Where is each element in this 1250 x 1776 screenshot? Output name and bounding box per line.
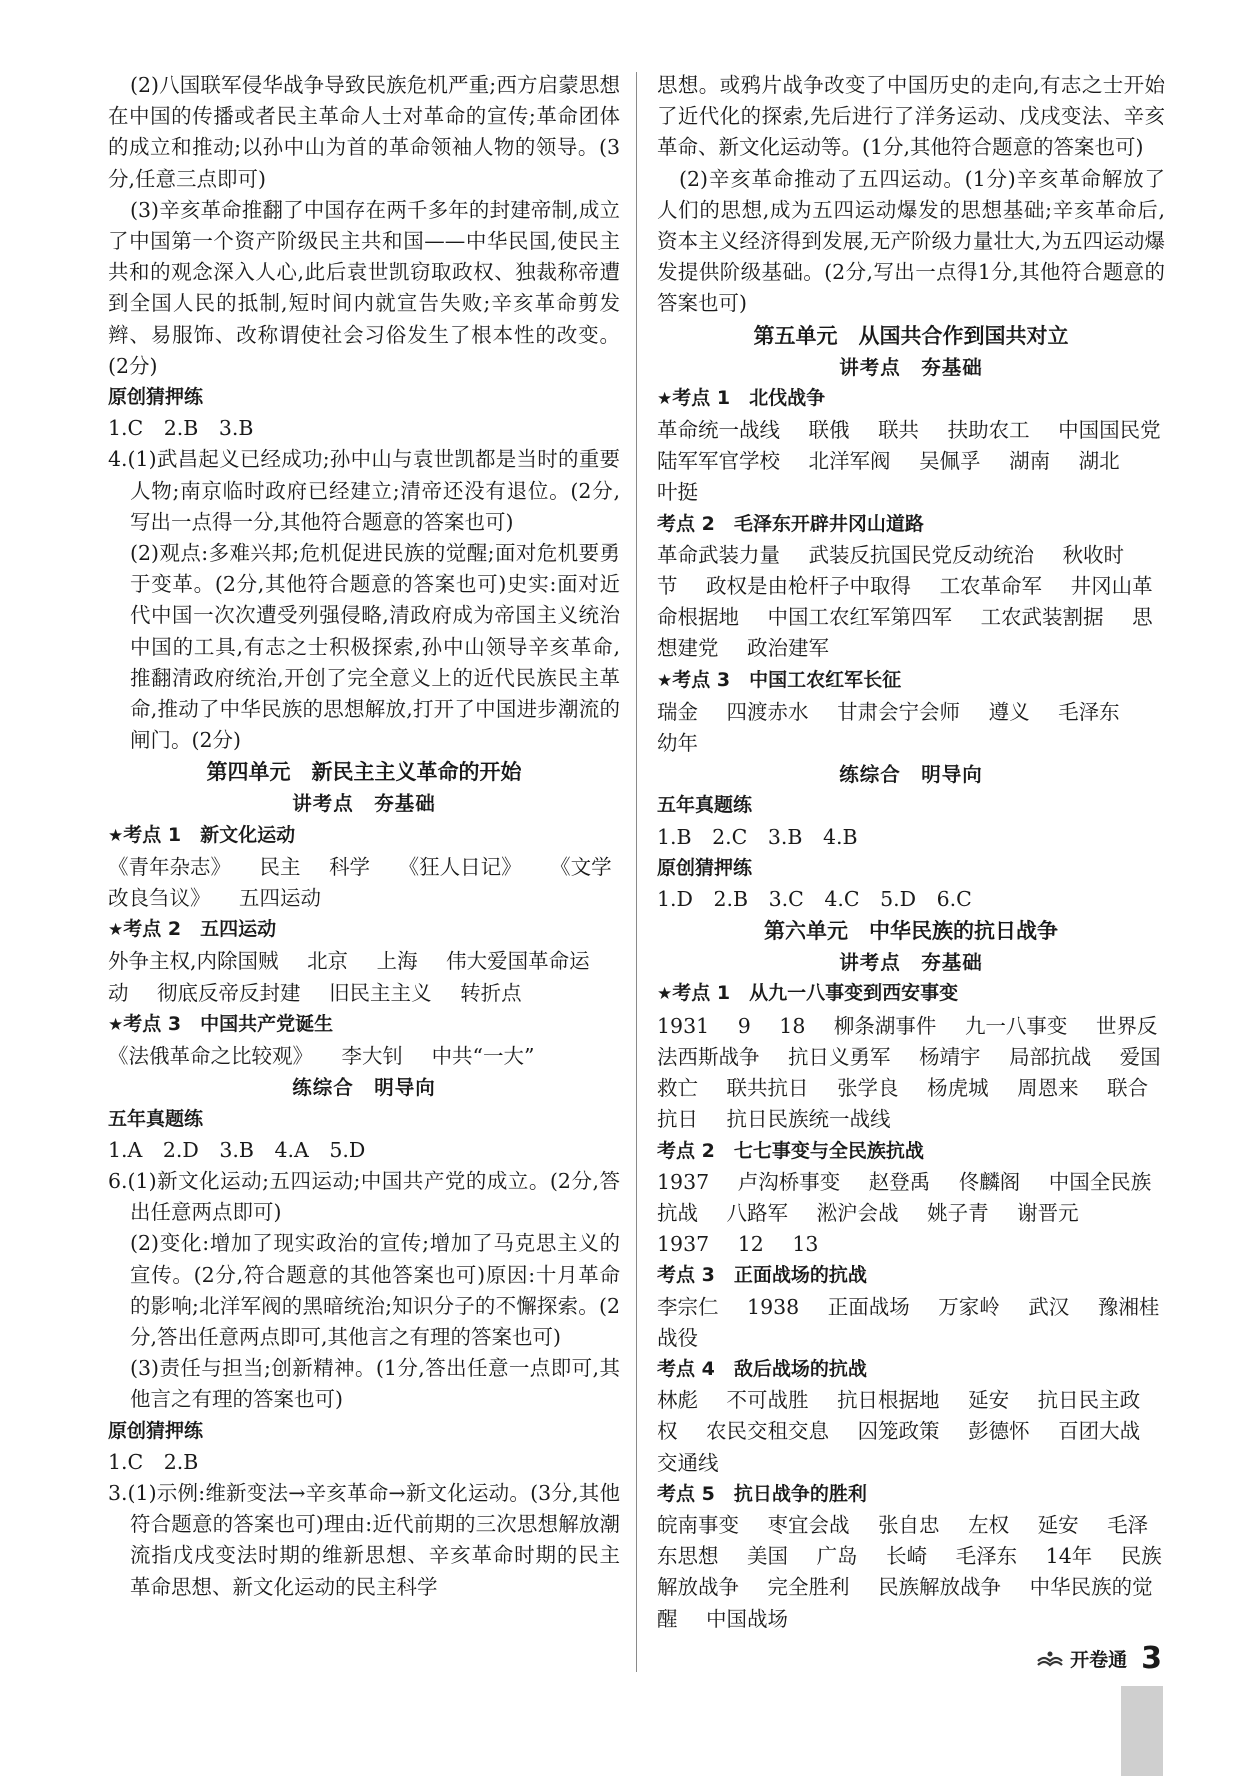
section-label: 原创猜押练 [108, 386, 204, 409]
key-term: 谢晋元 [1017, 1200, 1079, 1225]
answer-line: 1.C 2.B [108, 1449, 199, 1474]
answer-paragraph: (3)辛亥革命推翻了中国存在两千多年的封建帝制,成立了中国第一个资产阶级民主共和国——中华民国,使民主共和的观念深入人心,此后袁世凯窃取政权、独裁称帝遭到全国人民的抵制,短时间内就宣告失败;辛亥革命剪发辫、易服饰、改称谓使社会习俗发生了根本性的改变。(2分) [108, 197, 620, 378]
unit-title: 第四单元 新民主主义革命的开始 [206, 760, 522, 785]
key-point-terms [108, 946, 620, 1008]
key-term: 工农革命军 [939, 574, 1043, 599]
key-term: 瑞金 [657, 699, 698, 724]
key-term: 农民交租交息 [706, 1419, 830, 1444]
key-term: 柳条湖事件 [833, 1013, 937, 1038]
key-point-terms [657, 1385, 1165, 1479]
edge-tab [1121, 1686, 1163, 1776]
key-point-label: ★考点 2 五四运动 [108, 918, 277, 941]
key-term: 九一八事变 [964, 1013, 1068, 1038]
key-term: 革命武装力量 [657, 542, 780, 567]
key-term: 《青年杂志》 [108, 854, 231, 879]
key-term: 完全胜利 [767, 1575, 850, 1600]
answer-line: 1.C 2.B 3.B [108, 416, 254, 441]
key-term: 12 [737, 1232, 764, 1257]
key-term: 万家岭 [938, 1294, 1000, 1319]
section-label: 五年真题练 [657, 794, 753, 817]
key-term: 五四运动 [239, 886, 322, 911]
key-term: 张学良 [837, 1076, 899, 1101]
answer-paragraph: (2)辛亥革命推动了五四运动。(1分)辛亥革命解放了人们的思想,成为五四运动爆发的思想基础;辛亥革命后,资本主义经济得到发展,无产阶级力量壮大,为五四运动爆发提供阶级基础。(2分,写出一点得1分,其他符合题意的答案也可) [657, 166, 1165, 316]
key-term: 14年 [1045, 1544, 1093, 1569]
key-term: 林彪 [657, 1388, 698, 1413]
section-subtitle: 讲考点 夯基础 [839, 951, 983, 975]
key-term: 外争主权,内除国贼 [108, 949, 279, 974]
key-term: 政权是由枪杆子中取得 [706, 574, 912, 599]
key-term: 彻底反帝反封建 [157, 980, 301, 1005]
key-term: 交通线 [657, 1450, 719, 1475]
key-term: 联共 [878, 418, 920, 443]
key-term: 左权 [968, 1512, 1010, 1537]
key-term: 杨靖宇 [919, 1044, 981, 1069]
answer-paragraph: (2)变化:增加了现实政治的宣传;增加了马克思主义的宣传。(2分,符合题意的其他答案也可)原因:十月革命的影响;北洋军阀的黑暗统治;知识分子的不懈探索。(2分,答出任意两点即可,其他言之有理的答案也可) [130, 1231, 620, 1349]
key-term: 广岛 [816, 1544, 858, 1569]
section-subtitle: 讲考点 夯基础 [839, 355, 983, 379]
key-term: 毛泽东 [955, 1544, 1018, 1569]
section-subtitle: 讲考点 夯基础 [292, 792, 436, 816]
section-subtitle: 练综合 明导向 [839, 763, 983, 787]
key-term: 卢沟桥事变 [737, 1169, 841, 1194]
key-term: 转折点 [460, 980, 522, 1005]
key-point-label: 考点 2 七七事变与全民族抗战 [657, 1139, 924, 1162]
key-term: 局部抗战 [1009, 1044, 1092, 1069]
key-term: 旧民主主义 [329, 980, 432, 1005]
column-divider [636, 72, 637, 1672]
section-label: 原创猜押练 [108, 1419, 204, 1442]
key-point-terms [657, 415, 1165, 509]
key-term: 李宗仁 [657, 1294, 719, 1319]
right-column [657, 70, 1165, 1635]
key-term: 周恩来 [1017, 1076, 1079, 1101]
key-term: 皖南事变 [657, 1512, 739, 1537]
key-term: 武装反抗国民党反动统治 [808, 542, 1035, 567]
answer-paragraph: 4.(1)武昌起义已经成功;孙中山与袁世凯都是当时的重要人物;南京临时政府已经建立;清帝还没有退位。(2分,写出一点得一分,其他符合题意的答案也可) [108, 447, 620, 534]
answer-paragraph: (2)八国联军侵华战争导致民族危机严重;西方启蒙思想在中国的传播或者民主革命人士对革命的宣传;革命团体的成立和推动;以孙中山为首的革命领袖人物的领导。(3分,任意三点即可) [108, 73, 620, 191]
key-term: 《文学改良刍议》 [108, 854, 612, 911]
star-icon: ★ [657, 984, 673, 1005]
answer-line: 1.B 2.C 3.B 4.B [657, 824, 858, 849]
key-term: 北洋军阀 [808, 449, 891, 474]
page-number: 3 [1141, 1641, 1162, 1676]
key-term: 抗日义勇军 [788, 1044, 891, 1069]
key-term: 联俄 [808, 418, 850, 443]
key-point-terms [108, 852, 620, 914]
answer-line: 1.D 2.B 3.C 4.C 5.D 6.C [657, 887, 972, 912]
answer-paragraph: 6.(1)新文化运动;五四运动;中国共产党的成立。(2分,答出任意两点即可) [108, 1168, 620, 1225]
key-term: 北京 [307, 949, 349, 974]
answer-paragraph: (3)责任与担当;创新精神。(1分,答出任意一点即可,其他言之有理的答案也可) [130, 1356, 620, 1412]
unit-title: 第六单元 中华民族的抗日战争 [764, 919, 1058, 944]
key-term: 毛泽东思想 [657, 1512, 1149, 1569]
page-footer [1036, 1641, 1162, 1676]
star-icon: ★ [108, 1014, 124, 1035]
key-term: 赵登禹 [868, 1169, 931, 1194]
key-term: 不可战胜 [726, 1388, 809, 1413]
section-subtitle: 练综合 明导向 [292, 1076, 436, 1100]
key-point-terms [657, 1167, 1165, 1261]
key-term: 百团大战 [1058, 1419, 1141, 1444]
key-term: 淞沪会战 [816, 1200, 899, 1225]
key-term: 延安 [968, 1388, 1010, 1413]
key-term: 中国工农红军第四军 [767, 605, 953, 630]
key-term: 四渡赤水 [726, 699, 809, 724]
key-term: 八路军 [726, 1200, 789, 1225]
key-point-label: ★考点 1 新文化运动 [108, 823, 296, 846]
key-term: 《狂人日记》 [398, 854, 522, 879]
left-column [108, 70, 620, 1603]
key-term: 工农武装割据 [980, 605, 1104, 630]
key-term: 姚子青 [927, 1200, 989, 1225]
key-term: 1937 [657, 1232, 710, 1257]
key-term: 联合抗日 [657, 1076, 1149, 1132]
star-icon: ★ [657, 388, 673, 409]
key-term: 抗日根据地 [837, 1388, 940, 1413]
key-term: 抗日民主政权 [657, 1388, 1141, 1444]
key-point-label: ★考点 1 北伐战争 [657, 386, 826, 409]
star-icon: ★ [108, 825, 124, 846]
key-term: 民主 [259, 854, 301, 879]
key-point-label: 考点 2 毛泽东开辟井冈山道路 [657, 512, 924, 535]
section-label: 原创猜押练 [657, 856, 753, 879]
key-term: 13 [792, 1232, 819, 1257]
key-point-terms [657, 697, 1165, 759]
key-term: 联共抗日 [726, 1076, 809, 1101]
key-term: 秋收时节 [657, 542, 1125, 599]
key-term: 思想建党 [657, 605, 1153, 661]
key-term: 湖南 [1009, 449, 1051, 474]
key-term: 世界反法西斯战争 [657, 1013, 1158, 1069]
answer-paragraph: 3.(1)示例:维新变法→辛亥革命→新文化运动。(3分,其他符合题意的答案也可)理由:近代前期的三次思想解放潮流指戊戌变法时期的维新思想、辛亥革命时期的民主革命思想、新文化运动的民主科学 [108, 1480, 620, 1599]
key-term: 中国国民党陆军军官学校 [657, 418, 1161, 474]
key-term: 叶挺 [657, 480, 698, 505]
star-icon: ★ [108, 920, 124, 941]
key-term: 《法俄革命之比较观》 [108, 1044, 313, 1069]
key-point-terms [657, 540, 1165, 665]
key-term: 民族解放战争 [878, 1575, 1002, 1600]
key-point-label: 考点 3 正面战场的抗战 [657, 1264, 867, 1287]
key-point-label: ★考点 1 从九一八事变到西安事变 [657, 982, 959, 1005]
key-point-label: 考点 5 抗日战争的胜利 [657, 1482, 867, 1505]
key-term: 长崎 [886, 1544, 928, 1569]
key-term: 杨虎城 [927, 1076, 989, 1101]
key-term: 彭德怀 [968, 1419, 1030, 1444]
key-term: 井冈山革命根据地 [657, 574, 1153, 630]
key-term: 扶助农工 [947, 418, 1030, 443]
key-point-terms [108, 1041, 620, 1072]
key-term: 上海 [376, 949, 418, 974]
key-term: 民族解放战争 [657, 1544, 1162, 1600]
key-point-terms [657, 1510, 1165, 1635]
book-logo-icon [1036, 1649, 1064, 1669]
key-term: 李大钊 [341, 1044, 404, 1069]
section-label: 五年真题练 [108, 1107, 204, 1130]
key-term: 吴佩孚 [919, 449, 981, 474]
key-term: 中华民族的觉醒 [657, 1575, 1153, 1631]
key-term: 中国全民族抗战 [657, 1169, 1152, 1225]
key-term: 中国战场 [706, 1606, 789, 1631]
key-term: 佟麟阁 [958, 1169, 1021, 1194]
key-term: 爱国救亡 [657, 1044, 1161, 1101]
key-point-terms [657, 1011, 1165, 1136]
key-term: 张自忠 [878, 1512, 940, 1537]
key-term: 甘肃会宁会师 [837, 699, 961, 724]
key-term: 9 [737, 1013, 751, 1038]
key-term: 1937 [657, 1169, 710, 1194]
key-term: 1931 [657, 1013, 710, 1038]
key-term: 18 [779, 1013, 806, 1038]
answer-paragraph: (2)观点:多难兴邦;危机促进民族的觉醒;面对危机要勇于变革。(2分,其他符合题意的答案也可)史实:面对近代中国一次次遭受列强侵略,清政府成为帝国主义统治中国的工具,有志之士积极探索,孙中山领导辛亥革命,推翻清政府统治,开创了完全意义上的近代民族民主革命,推动了中华民族的思想解放,打开了中国进步潮流的闸门。(2分) [130, 541, 620, 753]
key-point-terms [657, 1292, 1165, 1354]
key-term: 伟大爱国革命运动 [108, 949, 590, 1005]
key-term: 美国 [747, 1544, 789, 1569]
key-term: 抗日民族统一战线 [726, 1107, 891, 1132]
brand-name: 开卷通 [1070, 1649, 1128, 1671]
key-term: 武汉 [1028, 1294, 1070, 1319]
key-term: 政治建军 [747, 636, 830, 661]
key-term: 湖北 [1078, 449, 1120, 474]
key-term: 枣宜会战 [767, 1512, 850, 1537]
key-point-label: 考点 4 敌后战场的抗战 [657, 1357, 867, 1380]
key-term: 豫湘桂战役 [657, 1294, 1160, 1350]
key-term: 科学 [329, 854, 371, 879]
star-icon: ★ [657, 670, 673, 691]
key-term: 幼年 [657, 731, 698, 756]
key-term: 中共“一大” [431, 1044, 535, 1069]
key-term: 毛泽东 [1058, 699, 1120, 724]
key-term: 1938 [747, 1294, 800, 1319]
unit-title: 第五单元 从国共合作到国共对立 [753, 323, 1069, 348]
answer-line: 1.A 2.D 3.B 4.A 5.D [108, 1137, 366, 1162]
key-point-label: ★考点 3 中国工农红军长征 [657, 668, 902, 691]
key-term: 正面战场 [827, 1294, 910, 1319]
key-point-label: ★考点 3 中国共产党诞生 [108, 1012, 334, 1035]
key-term: 延安 [1037, 1512, 1079, 1537]
answer-paragraph: 思想。或鸦片战争改变了中国历史的走向,有志之士开始了近代化的探索,先后进行了洋务运动、戊戌变法、辛亥革命、新文化运动等。(1分,其他符合题意的答案也可) [657, 73, 1165, 160]
key-term: 革命统一战线 [657, 418, 780, 443]
key-term: 遵义 [988, 699, 1030, 724]
key-term: 囚笼政策 [857, 1419, 940, 1444]
